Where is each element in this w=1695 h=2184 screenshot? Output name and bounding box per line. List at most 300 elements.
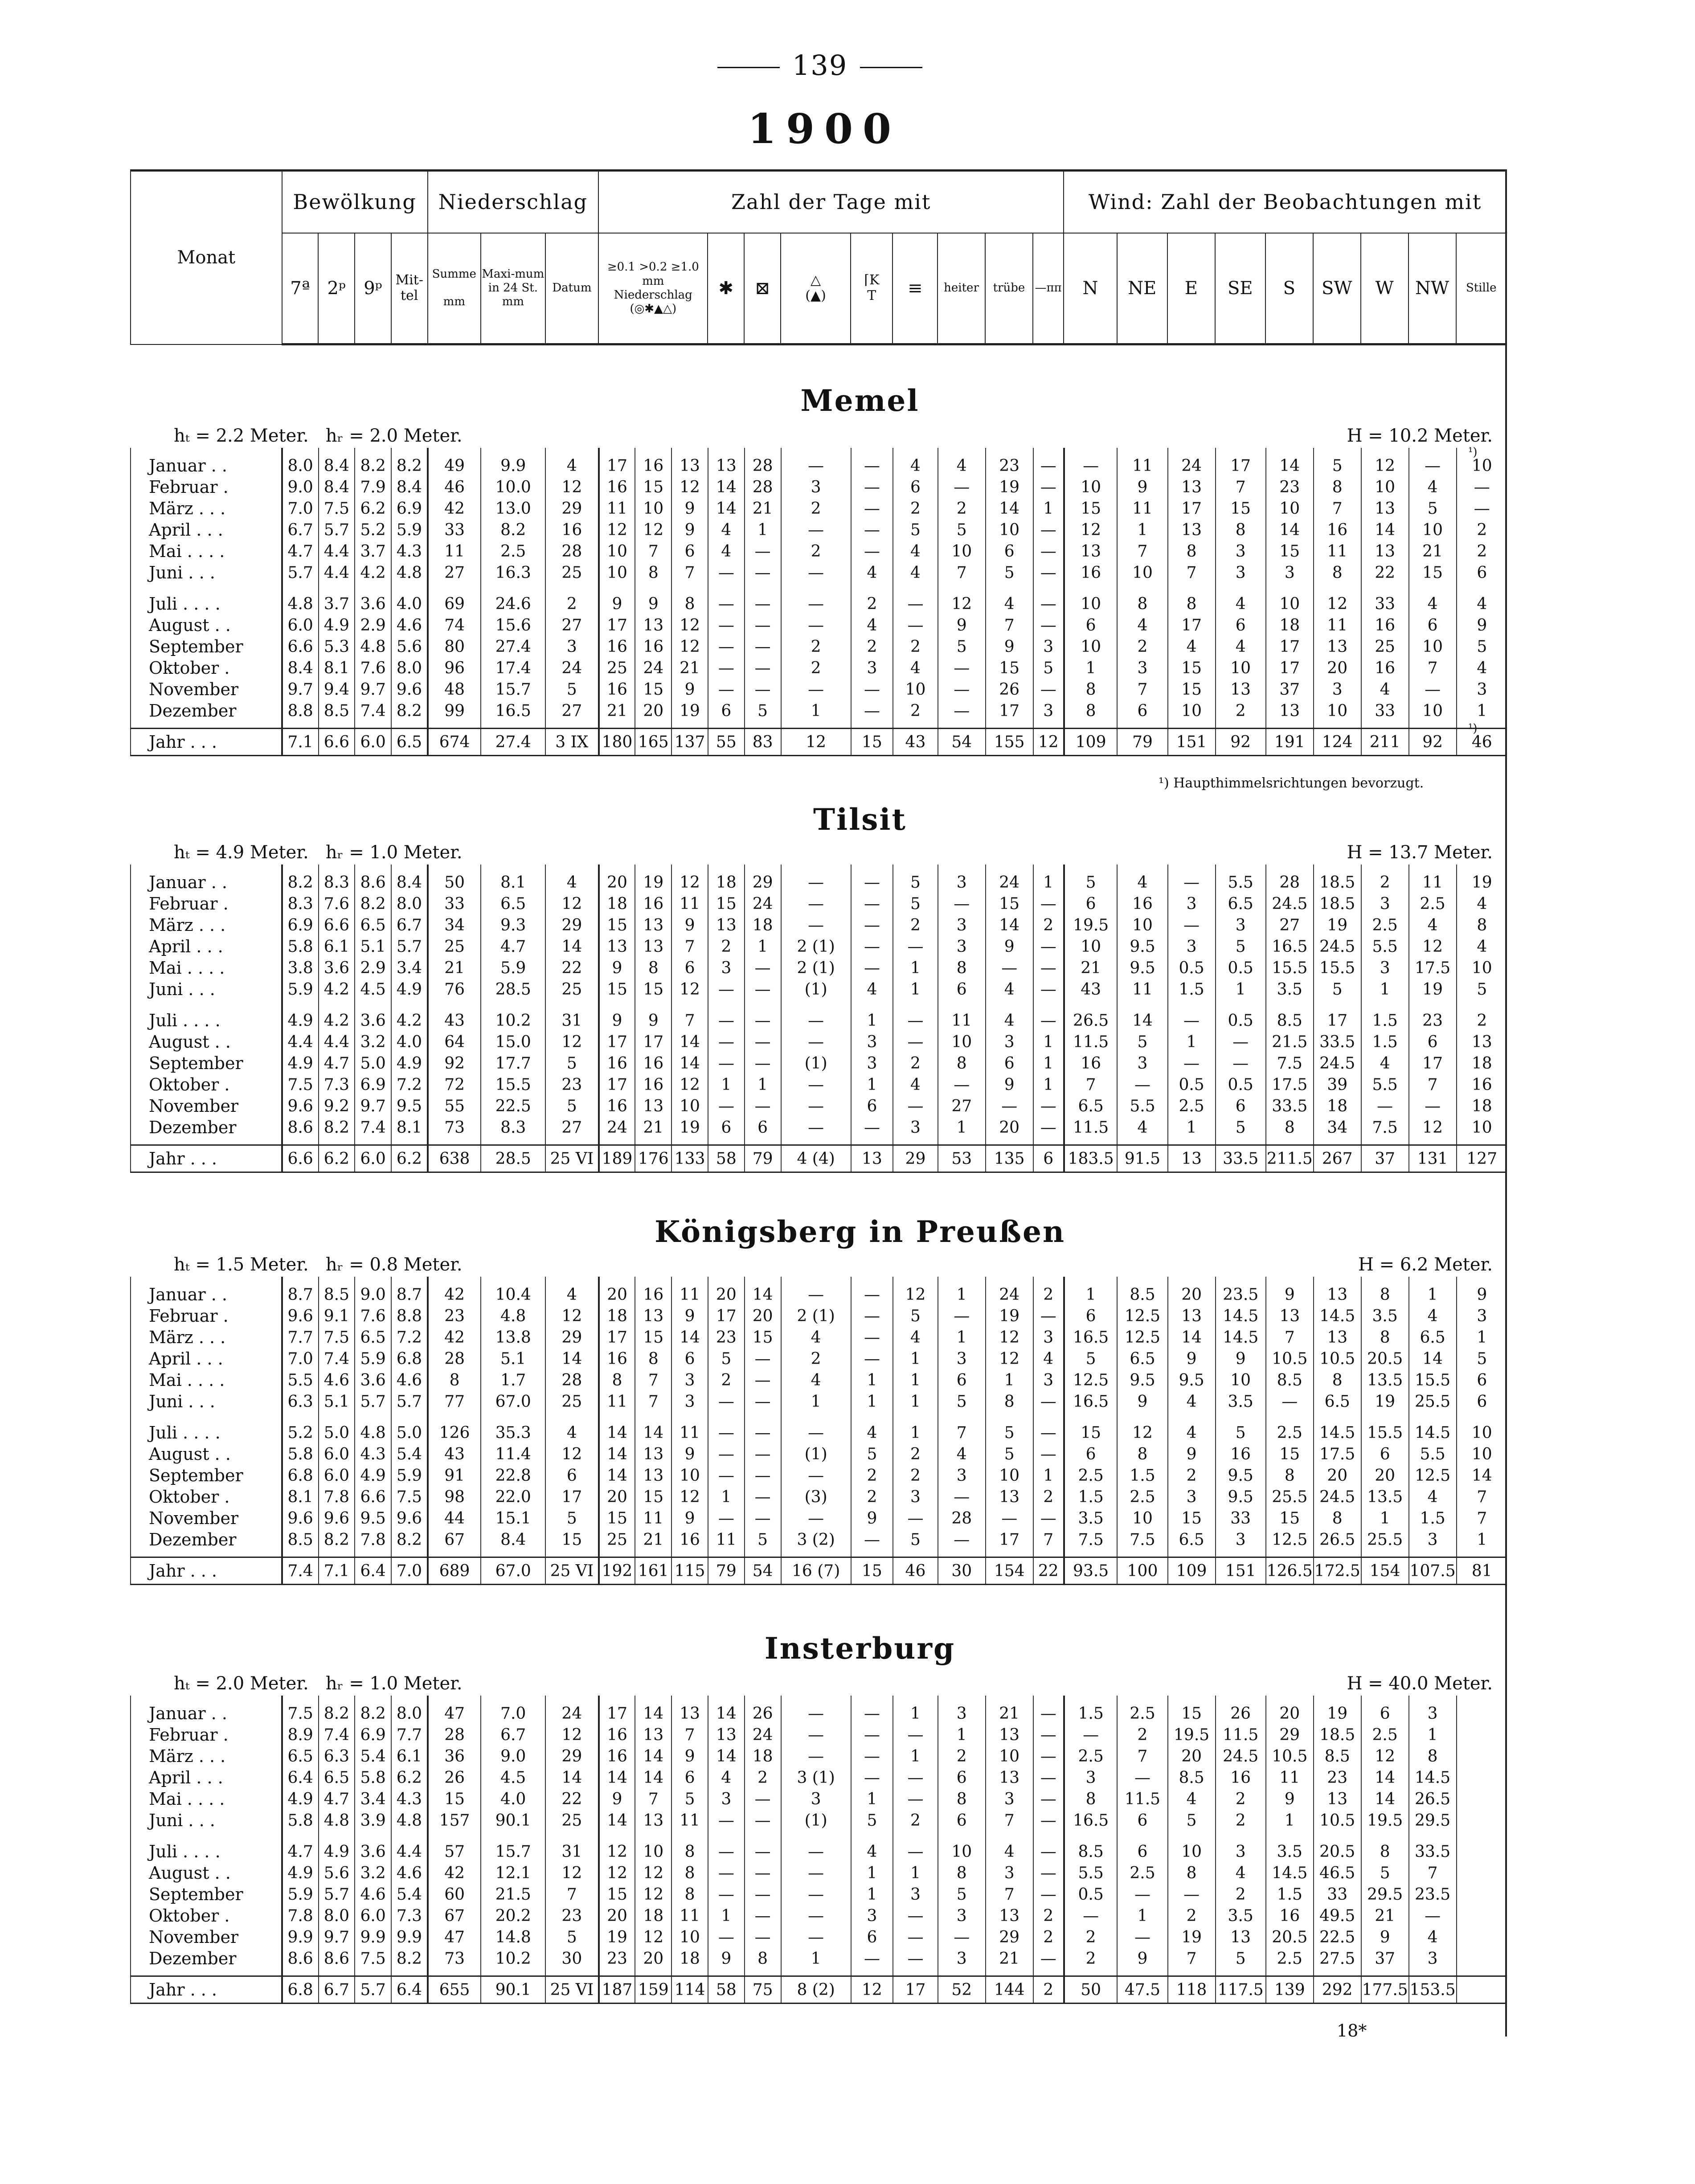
table-cell: 16 [599, 476, 635, 498]
table-cell: 10.4 [481, 1277, 545, 1305]
table-cell: 15 [1168, 1508, 1216, 1529]
table-cell: 20.5 [1361, 1348, 1409, 1369]
table-cell: 28 [545, 1369, 599, 1391]
table-cell: 3.5 [1216, 1905, 1266, 1926]
table-cell: 7 [1117, 1746, 1167, 1767]
table-cell: 13 [708, 1724, 745, 1746]
table-cell: 4 [1409, 1486, 1457, 1508]
table-cell: — [938, 1305, 986, 1327]
table-cell: 6.0 [355, 1905, 391, 1926]
table-cell: 12 [986, 1327, 1033, 1348]
table-cell: 15 [1216, 498, 1266, 519]
table-cell: 3 [671, 1391, 708, 1412]
table-cell: 13 [635, 1443, 671, 1465]
row-label: Oktober . [131, 1074, 282, 1095]
table-cell: — [851, 700, 893, 729]
table-cell: — [708, 562, 745, 583]
table-cell: 8 [1361, 1831, 1409, 1862]
table-row [131, 679, 1507, 700]
table-cell: 50 [1064, 1976, 1118, 2004]
table-cell: 2 [1033, 914, 1064, 936]
table-cell: 11 [671, 1810, 708, 1831]
table-cell: 2 [1033, 1926, 1064, 1948]
table-cell: 7.0 [282, 498, 319, 519]
table-cell: 14.5 [1314, 1305, 1361, 1327]
table-cell: 4.9 [391, 979, 428, 1000]
table-cell: 6 [1064, 1305, 1118, 1327]
table-cell: 26.5 [1314, 1529, 1361, 1557]
table-cell: 14 [1361, 1788, 1409, 1810]
table-cell: 2 [851, 1486, 893, 1508]
table-cell: 67.0 [481, 1557, 545, 1585]
table-cell: 7 [1033, 1529, 1064, 1557]
table-cell: 4 [851, 615, 893, 636]
table-cell: 23 [1314, 1767, 1361, 1788]
table-cell: — [781, 1117, 851, 1145]
table-cell: 13 [1216, 679, 1266, 700]
row-label: Oktober . [131, 1905, 282, 1926]
table-row [131, 1145, 1507, 1172]
table-cell: — [1033, 1412, 1064, 1443]
table-row [131, 1508, 1507, 1529]
table-cell: 7 [1266, 1327, 1314, 1348]
table-cell: 151 [1168, 729, 1216, 756]
table-cell: 6.5 [1168, 1529, 1216, 1557]
table-cell: — [745, 1905, 781, 1926]
station-elevation-insterburg: H = 40.0 Meter. [1347, 1673, 1493, 1694]
table-cell: 9 [938, 615, 986, 636]
table-row [131, 1810, 1507, 1831]
table-cell: 7.6 [355, 1305, 391, 1327]
table-cell: 8.4 [319, 448, 355, 476]
table-cell: — [1409, 448, 1457, 476]
table-cell: 10 [671, 1465, 708, 1486]
table-cell: 2 [1117, 636, 1167, 657]
table-cell: 9 [1117, 476, 1167, 498]
table-cell: 14 [545, 1767, 599, 1788]
table-cell: 57 [428, 1831, 481, 1862]
table-cell: 8.5 [319, 1277, 355, 1305]
table-cell: 4 (4) [781, 1145, 851, 1172]
table-cell: 5 [1033, 657, 1064, 679]
table-cell: 4.9 [282, 1053, 319, 1074]
table-cell: 8 [1314, 1369, 1361, 1391]
table-cell: — [745, 1926, 781, 1948]
table-cell: 8 [1314, 1508, 1361, 1529]
table-cell: 4 [893, 1074, 938, 1095]
table-cell: 1 [851, 1000, 893, 1031]
table-cell: 16 [1064, 1053, 1118, 1074]
table-cell: 8.5 [282, 1529, 319, 1557]
table-cell: 10 [1457, 1443, 1507, 1465]
table-cell: 5.4 [391, 1884, 428, 1905]
table-cell: — [1168, 1884, 1216, 1905]
table-cell: 2.5 [1064, 1465, 1118, 1486]
table-cell: 7.1 [319, 1557, 355, 1585]
table-cell: 6.5 [1314, 1391, 1361, 1412]
table-cell: 4 [781, 1327, 851, 1348]
table-cell: 5.9 [282, 979, 319, 1000]
table-cell: 33 [1314, 1884, 1361, 1905]
table-cell: 67 [428, 1905, 481, 1926]
table-cell: 3 [938, 914, 986, 936]
table-cell: 4.9 [282, 1788, 319, 1810]
table-cell: 6.5 [355, 1327, 391, 1348]
table-cell: 3 [671, 1369, 708, 1391]
table-cell: 2 [851, 636, 893, 657]
table-cell: 33 [1216, 1508, 1266, 1529]
table-cell: 12 [599, 1862, 635, 1884]
table-cell: 14.5 [1266, 1862, 1314, 1884]
table-cell: 14.5 [1314, 1412, 1361, 1443]
table-cell: 10 [1064, 936, 1118, 957]
table-cell: 5.7 [391, 1391, 428, 1412]
table-cell: 6 [745, 1117, 781, 1145]
table-cell: 7 [938, 1412, 986, 1443]
table-cell: — [1064, 448, 1118, 476]
table-cell: 6 [1361, 1443, 1409, 1465]
table-cell: 17 [1266, 657, 1314, 679]
table-cell: 3 [1168, 936, 1216, 957]
table-cell: 10 [1457, 1412, 1507, 1443]
table-row [131, 1412, 1507, 1443]
table-row [131, 583, 1507, 615]
table-cell: 50 [428, 865, 481, 893]
table-cell: 2 [938, 498, 986, 519]
table-cell: — [1168, 1000, 1216, 1031]
table-cell: 11.5 [1117, 1788, 1167, 1810]
table-cell: 7 [1064, 1074, 1118, 1095]
table-cell: 180 [599, 729, 635, 756]
table-cell: — [893, 1095, 938, 1117]
table-cell: 3 [938, 936, 986, 957]
table-cell: 12 [545, 893, 599, 914]
table-cell: 21 [635, 1117, 671, 1145]
precip-sum-label: Summe [432, 267, 476, 281]
table-cell: 8 [986, 1391, 1033, 1412]
days-count-group-header: Zahl der Tage mit [598, 171, 1064, 233]
table-cell: 6 [671, 1767, 708, 1788]
table-cell: 4.4 [319, 562, 355, 583]
table-cell [1457, 1926, 1507, 1948]
table-cell [1457, 1767, 1507, 1788]
table-cell: — [1168, 1053, 1216, 1074]
table-cell: 5 [745, 700, 781, 729]
table-cell: 26 [986, 679, 1033, 700]
table-cell: 10 [1168, 700, 1216, 729]
table-cell: 4 [1168, 1412, 1216, 1443]
table-cell: 1.7 [481, 1369, 545, 1391]
table-cell: — [893, 1926, 938, 1948]
table-cell: 16 [599, 636, 635, 657]
table-cell: 114 [671, 1976, 708, 2004]
table-cell: 22 [1033, 1557, 1064, 1585]
table-row [131, 1696, 1507, 1724]
table-cell: 20 [708, 1277, 745, 1305]
table-cell: 3 [708, 1788, 745, 1810]
table-cell: 131 [1409, 1145, 1457, 1172]
row-label: Jahr . . . [131, 1976, 282, 2004]
table-cell: 7.4 [319, 1724, 355, 1746]
table-cell: 4.7 [282, 541, 319, 562]
table-cell: 6 [671, 1348, 708, 1369]
table-cell: 10 [1409, 700, 1457, 729]
table-cell: 8.0 [282, 448, 319, 476]
table-cell: 7 [1314, 498, 1361, 519]
table-cell: 8.1 [282, 1486, 319, 1508]
table-cell: 2 [1216, 1884, 1266, 1905]
table-cell: — [1409, 679, 1457, 700]
table-cell: — [1033, 615, 1064, 636]
table-cell: 8.0 [319, 1905, 355, 1926]
table-cell: 6.5 [481, 893, 545, 914]
table-cell: 1 [781, 1948, 851, 1976]
table-cell: 4.6 [391, 1862, 428, 1884]
table-cell: 638 [428, 1145, 481, 1172]
table-cell: 3 [986, 1788, 1033, 1810]
table-cell: — [781, 448, 851, 476]
table-cell: 6.3 [282, 1391, 319, 1412]
table-cell: 43 [1064, 979, 1118, 1000]
table-cell: — [1064, 1724, 1118, 1746]
table-cell: 3 [1117, 657, 1167, 679]
table-cell: 11.5 [1216, 1724, 1266, 1746]
table-cell: 43 [428, 1443, 481, 1465]
table-cell: 10 [1457, 1117, 1507, 1145]
table-cell: 43 [893, 729, 938, 756]
table-cell: 4.7 [319, 1788, 355, 1810]
table-cell: — [893, 1508, 938, 1529]
table-cell: 0.5 [1168, 957, 1216, 979]
table-cell: 47 [428, 1926, 481, 1948]
table-cell: 10 [1117, 1508, 1167, 1529]
table-cell: 3 [938, 1465, 986, 1486]
table-cell: 8 [745, 1948, 781, 1976]
table-cell: 13.5 [1361, 1369, 1409, 1391]
table-cell: 17 [599, 615, 635, 636]
table-cell: — [745, 1095, 781, 1117]
table-cell: 13 [599, 936, 635, 957]
table-cell: 8.6 [282, 1948, 319, 1976]
table-cell [1457, 1976, 1507, 2004]
table-cell: 7.4 [355, 700, 391, 729]
table-cell: 17 [708, 1305, 745, 1327]
table-cell: 10 [986, 1746, 1033, 1767]
table-cell: 9.7 [282, 679, 319, 700]
table-cell: 3 [781, 1788, 851, 1810]
row-label: Januar . . [131, 865, 282, 893]
table-cell: 4.8 [391, 1810, 428, 1831]
table-cell: — [781, 615, 851, 636]
table-cell: 9 [1117, 1948, 1167, 1976]
table-row [131, 1862, 1507, 1884]
table-cell: — [708, 979, 745, 1000]
table-cell: 2 [1033, 1905, 1064, 1926]
table-cell: 16 [1064, 562, 1118, 583]
table-cell: 13 [1266, 1305, 1314, 1327]
table-cell: 6 [893, 476, 938, 498]
table-cell: 19 [671, 700, 708, 729]
table-cell: 24 [545, 657, 599, 679]
table-cell: 12.5 [1117, 1305, 1167, 1327]
table-cell: 4.9 [282, 1000, 319, 1031]
table-cell: 9.3 [481, 914, 545, 936]
table-cell: — [1117, 1767, 1167, 1788]
table-row [131, 1976, 1507, 2004]
table-cell: 7 [545, 1884, 599, 1905]
table-cell: 2 [1457, 1000, 1507, 1031]
table-cell: 8 [1361, 1277, 1409, 1305]
table-cell: 5 [1361, 1862, 1409, 1884]
table-cell: 211.5 [1266, 1145, 1314, 1172]
table-cell: — [1033, 1095, 1064, 1117]
table-cell: 127 [1457, 1145, 1507, 1172]
table-cell: 4 [1457, 657, 1507, 679]
table-cell: 15 [1168, 679, 1216, 700]
table-cell: 9.9 [355, 1926, 391, 1948]
table-cell: 3 [938, 865, 986, 893]
table-cell: 9.6 [391, 679, 428, 700]
table-cell: 8 [1266, 1465, 1314, 1486]
table-cell: 7 [1409, 1862, 1457, 1884]
table-cell: 29 [545, 914, 599, 936]
table-cell: 27.5 [1314, 1948, 1361, 1976]
table-cell: — [708, 1412, 745, 1443]
table-cell: 92 [1216, 729, 1266, 756]
table-cell: 4.3 [391, 541, 428, 562]
table-cell: 5.5 [1361, 936, 1409, 957]
table-cell: 5.0 [391, 1412, 428, 1443]
table-cell: 2 [781, 541, 851, 562]
table-cell: 1 [893, 1862, 938, 1884]
table-cell: 13 [635, 1810, 671, 1831]
station-title-tilsit: Tilsit [813, 802, 907, 837]
table-cell: 34 [1314, 1117, 1361, 1145]
table-cell: 1 [1033, 1031, 1064, 1053]
table-cell: 154 [1361, 1557, 1409, 1585]
table-cell: 5 [1168, 1810, 1216, 1831]
table-cell: — [1033, 476, 1064, 498]
table-cell: 31 [545, 1000, 599, 1031]
table-cell: 5 [545, 1926, 599, 1948]
row-label: März . . . [131, 1327, 282, 1348]
table-cell: — [708, 1443, 745, 1465]
thunder-symbol: ⌈K [864, 272, 880, 288]
table-cell: 17 [1168, 498, 1216, 519]
table-cell: 25 [599, 1529, 635, 1557]
table-cell: 1 [938, 1277, 986, 1305]
table-cell: 3.6 [355, 1000, 391, 1031]
table-cell: 8.5 [1266, 1369, 1314, 1391]
table-cell: 177.5 [1361, 1976, 1409, 2004]
table-cell: — [938, 679, 986, 700]
table-cell: 4.8 [355, 1412, 391, 1443]
table-cell [1457, 1788, 1507, 1810]
table-cell: 15.0 [481, 1031, 545, 1053]
table-cell: 8 [428, 1369, 481, 1391]
table-cell: 15 [986, 657, 1033, 679]
table-cell: 20 [1314, 1465, 1361, 1486]
table-cell: 9.9 [391, 1926, 428, 1948]
table-cell: 16.5 [1064, 1391, 1118, 1412]
table-cell: 16 [671, 1529, 708, 1557]
table-cell: 8.3 [282, 893, 319, 914]
table-cell: 1.5 [1064, 1696, 1118, 1724]
cloud-9pm-header: 9ᵖ [355, 233, 391, 344]
table-cell: 5.7 [391, 936, 428, 957]
row-label: November [131, 1926, 282, 1948]
table-cell: 6.8 [391, 1348, 428, 1369]
table-cell: 13 [1457, 1031, 1507, 1053]
table-cell: 6 [1117, 1831, 1167, 1862]
table-cell: 3.2 [355, 1031, 391, 1053]
table-cell: 16 [635, 1053, 671, 1074]
table-cell: — [1033, 583, 1064, 615]
table-cell: 9.2 [319, 1095, 355, 1117]
table-cell: 27 [428, 562, 481, 583]
table-cell: 13.0 [481, 498, 545, 519]
table-cell: — [893, 583, 938, 615]
table-cell: 27 [545, 1117, 599, 1145]
precip-max-unit: mm [502, 295, 524, 309]
table-cell: — [781, 519, 851, 541]
table-cell: 91.5 [1117, 1145, 1167, 1172]
table-cell: 3 [1168, 893, 1216, 914]
table-cell: 15.5 [1314, 957, 1361, 979]
precip-sum-header [428, 233, 481, 344]
table-cell: 22.8 [481, 1465, 545, 1486]
table-cell: 8.3 [319, 865, 355, 893]
table-cell: 292 [1314, 1976, 1361, 2004]
row-label: November [131, 1508, 282, 1529]
table-cell: 4 [986, 583, 1033, 615]
table-cell: 10 [599, 541, 635, 562]
table-cell: 8.4 [391, 476, 428, 498]
table-cell: 2.9 [355, 615, 391, 636]
table-cell: 1 [1117, 519, 1167, 541]
table-cell: 7.5 [1117, 1529, 1167, 1557]
table-cell: 15.7 [481, 679, 545, 700]
table-cell: 37 [1361, 1145, 1409, 1172]
table-cell: 73 [428, 1117, 481, 1145]
table-cell: 18.5 [1314, 865, 1361, 893]
table-cell: 10.0 [481, 476, 545, 498]
table-cell: 24 [986, 1277, 1033, 1305]
table-cell: 2 [1168, 1465, 1216, 1486]
table-cell: 9 [671, 1746, 708, 1767]
table-cell: 7 [671, 936, 708, 957]
table-cell: 4 [1409, 583, 1457, 615]
table-cell: 3 [1216, 1529, 1266, 1557]
table-cell: 15 [1266, 541, 1314, 562]
table-cell [1457, 1696, 1507, 1724]
table-cell: 4 [545, 865, 599, 893]
table-cell: 1 [893, 1348, 938, 1369]
table-cell: 21 [428, 957, 481, 979]
table-row [131, 1053, 1507, 1074]
table-cell: 7.5 [282, 1696, 319, 1724]
table-cell: (1) [781, 1443, 851, 1465]
table-cell: — [745, 1831, 781, 1862]
table-cell: 52 [938, 1976, 986, 2004]
table-cell: 3 [1033, 1369, 1064, 1391]
table-cell: 15.7 [481, 1831, 545, 1862]
table-cell: — [1117, 1926, 1167, 1948]
table-cell: 26.5 [1409, 1788, 1457, 1810]
table-cell: 3.8 [282, 957, 319, 979]
table-cell: 1 [1033, 1465, 1064, 1486]
table-cell: 15 [635, 476, 671, 498]
